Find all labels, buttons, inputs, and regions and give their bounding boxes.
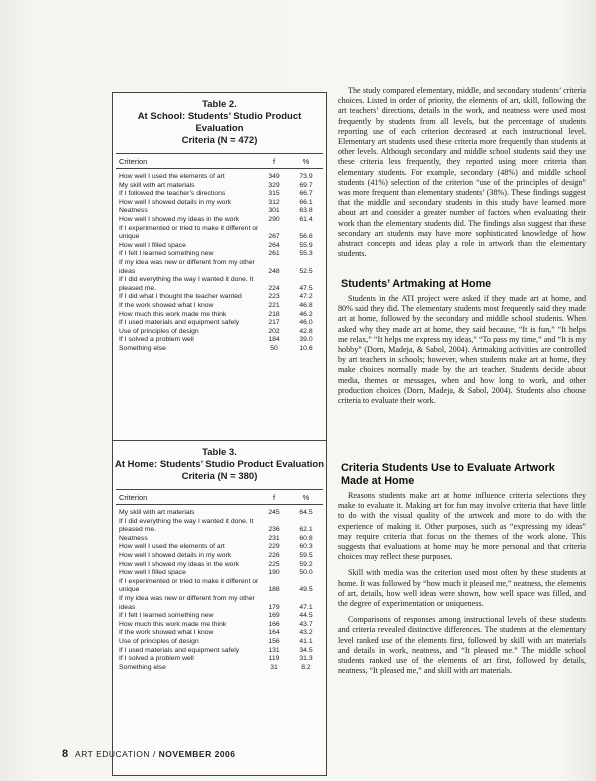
percent-cell: 61.4 [299, 215, 313, 223]
table-3-criteria: Criteria (N = 380) [181, 471, 258, 482]
frequency-cell: 264 [268, 241, 280, 249]
page-number: 8 [62, 748, 69, 760]
table-row [116, 182, 323, 191]
table-row [116, 293, 323, 302]
paragraph-4: Skill with media was the criterion used most often by these students at home. It was followed by “how much it pleased me,” neatness, the elements of art, details, how well ideas were shown, how well space was filled, and the degree of experimentation or uniqueness. [338, 568, 586, 609]
page-footer [62, 748, 236, 760]
table-row [116, 207, 323, 216]
percent-cell: 52.5 [299, 267, 313, 275]
table-row [116, 225, 323, 242]
column-header-percent: % [302, 492, 310, 502]
table-2-body [116, 173, 323, 353]
table-3-number: Table 3. [202, 447, 237, 458]
criterion-cell: If I felt I learned something new [119, 612, 214, 620]
frequency-cell: 229 [268, 543, 280, 551]
frequency-cell: 349 [268, 173, 280, 180]
percent-cell: 59.2 [299, 560, 313, 568]
frequency-cell: 179 [268, 603, 280, 611]
percent-cell: 47.5 [299, 284, 313, 292]
frequency-cell: 190 [268, 569, 280, 577]
table-row [116, 276, 323, 293]
criterion-cell: How well I showed my ideas in the work [119, 560, 240, 568]
frequency-cell: 156 [268, 637, 280, 645]
percent-cell: 46.8 [299, 301, 313, 309]
body-text-block-2 [338, 294, 586, 406]
table-row [116, 518, 323, 535]
criterion-cell: How much this work made me think [119, 310, 227, 318]
criterion-cell: If I felt I learned something new [119, 250, 214, 258]
table-row [116, 578, 323, 595]
criterion-cell: Something else [119, 663, 166, 671]
table-row [116, 250, 323, 259]
criterion-cell: If the work showed what I know [119, 301, 214, 309]
percent-cell: 42.8 [299, 327, 313, 335]
criterion-cell: If the work showed what I know [119, 629, 214, 637]
journal-name: ART EDUCATION / [75, 749, 156, 759]
criterion-cell: If I used materials and equipment safely [119, 319, 240, 327]
table-row [116, 242, 323, 251]
criterion-cell: If I experimented or tried to make it different or unique [119, 577, 259, 594]
percent-cell: 66.1 [299, 198, 313, 206]
frequency-cell: 184 [268, 336, 280, 344]
criterion-cell: My skill with art materials [119, 181, 195, 189]
issue-date: NOVEMBER 2006 [158, 749, 236, 759]
table-row [116, 336, 323, 345]
percent-cell: 64.5 [299, 509, 313, 516]
percent-cell: 41.1 [299, 637, 313, 645]
table-2 [112, 92, 327, 443]
criterion-cell: If my idea was new or different from my other ideas [119, 594, 255, 611]
table-row [116, 259, 323, 276]
table-row [116, 190, 323, 199]
percent-cell: 47.2 [299, 293, 313, 301]
criterion-cell: If I did what I thought the teacher wanted [119, 293, 242, 301]
criterion-cell: If I followed the teacher’s directions [119, 190, 226, 198]
frequency-cell: 131 [268, 646, 280, 654]
criterion-cell: If my idea was new or different from my other ideas [119, 258, 255, 275]
column-header-percent: % [302, 156, 310, 166]
table-2-header [116, 153, 323, 169]
percent-cell: 73.9 [299, 173, 313, 180]
table-3-title [113, 447, 326, 483]
criterion-cell: My skill with art materials [119, 509, 195, 516]
percent-cell: 46.2 [299, 310, 313, 318]
table-row [116, 647, 323, 656]
percent-cell: 50.0 [299, 569, 313, 577]
frequency-cell: 245 [268, 509, 280, 516]
percent-cell: 34.5 [299, 646, 313, 654]
criterion-cell: If I used materials and equipment safely [119, 646, 240, 654]
table-2-title [113, 99, 326, 147]
criterion-cell: How well I filled space [119, 569, 186, 577]
frequency-cell: 169 [268, 612, 280, 620]
table-row [116, 595, 323, 612]
frequency-cell: 236 [268, 526, 280, 534]
body-text-block-1 [338, 86, 586, 259]
table-row [116, 302, 323, 311]
table-row [116, 638, 323, 647]
table-row [116, 535, 323, 544]
table-row [116, 216, 323, 225]
frequency-cell: 301 [268, 207, 280, 215]
percent-cell: 39.0 [299, 336, 313, 344]
criterion-cell: Something else [119, 344, 166, 352]
criterion-cell: How well I filled space [119, 241, 186, 249]
percent-cell: 44.5 [299, 612, 313, 620]
criterion-cell: If I solved a problem well [119, 336, 194, 344]
percent-cell: 60.3 [299, 543, 313, 551]
table-3-caption: At Home: Students’ Studio Product Evaluation [114, 459, 324, 470]
frequency-cell: 261 [268, 250, 280, 258]
paragraph-3: Reasons students make art at home influence criteria selections they make to evaluate it. Making art for fun may involve criteria that have little to do with the visual quality of the artwork and more to do with the experience of making it. Other purposes, such as “expressing my ideas” may require criteria that focus on the themes of the work alone. This suggests that evaluations at home may be more personal and that criteria choices may reflect these purposes. [338, 491, 586, 562]
percent-cell: 55.9 [299, 241, 313, 249]
percent-cell: 49.5 [299, 586, 313, 594]
criterion-cell: If I did everything the way I wanted it done. It pleased me. [119, 276, 254, 292]
table-2-criteria: Criteria (N = 472) [181, 135, 258, 146]
table-row [116, 173, 323, 182]
percent-cell: 8.2 [301, 663, 311, 671]
criterion-cell: How well I showed my ideas in the work [119, 215, 240, 223]
frequency-cell: 217 [268, 319, 280, 327]
paragraph-5: Comparisons of responses among instructional levels of these students and criteria revealed distinctive differences. The students at the elementary level ranked use of the elements first, followed by skill with art materials and details in work, neatness, and “It pleased me.” The middle school students ranked use of the elements of art first, followed by details, neatness, “It pleased me,” and skill with art materials. [338, 615, 586, 676]
heading-criteria-at-home-line-1: Criteria Students Use to Evaluate Artwork [341, 462, 555, 474]
criterion-cell: How much this work made me think [119, 620, 227, 628]
criterion-cell: Use of principles of design [119, 637, 199, 645]
criterion-cell: How well I showed details in my work [119, 551, 232, 559]
percent-cell: 69.7 [299, 181, 313, 189]
table-row [116, 561, 323, 570]
table-row [116, 199, 323, 208]
table-2-caption: At School: Students’ Studio Product Evaluation [137, 111, 302, 134]
percent-cell: 63.8 [299, 207, 313, 215]
percent-cell: 47.1 [299, 603, 313, 611]
percent-cell: 46.0 [299, 319, 313, 327]
criterion-cell: If I did everything the way I wanted it done. It pleased me. [119, 517, 254, 534]
column-header-criterion: Criterion [119, 156, 148, 166]
frequency-cell: 231 [268, 534, 280, 542]
table-row [116, 629, 323, 638]
table-3-body [116, 509, 323, 672]
frequency-cell: 290 [268, 215, 280, 223]
paragraph-2: Students in the ATI project were asked if they made art at home, and 80% said they did. The elementary students most frequently said they made art at home, followed by the secondary and middle school students. When asked why they made art at home, they said because, “It is fun,” “It helps me relax,” “It helps me express my ideas,” “To pass my time,” and “It is my hobby” (Dorn, Madeja, & Sabol, 2004). Artmaking activities are controlled by art teachers in schools; however, when students make art at home, they make choices normally made by the art teacher. Students decide about media, themes or messages, when and how long to work, and other production choices (Dorn, Madeja, & Sabol, 2004). Students also choose criteria to evaluate their work. [338, 294, 586, 406]
table-row [116, 509, 323, 518]
percent-cell: 10.6 [299, 344, 313, 352]
criterion-cell: How well I used the elements of art [119, 543, 225, 551]
percent-cell: 56.6 [299, 233, 313, 241]
table-row [116, 543, 323, 552]
criterion-cell: If I experimented or tried to make it different or unique [119, 224, 259, 241]
column-header-criterion: Criterion [119, 492, 148, 502]
paragraph-1: The study compared elementary, middle, and secondary students’ criteria choices. Listed in order of priority, the elements of art, skill, following the art teachers’ directions, details in the work, and neatness were used most frequently by students from all levels, but the percentage of students reporting use of each criterion decreased at each instructional level. Elementary art students used these criteria more frequently than students at other levels. Although secondary and middle school students said they use these criteria less frequently, they reported using more criteria than elementary students. For example, secondary (48%) and middle school students (41%) selection of the criterion “use of the principles of design” was more frequent than elementary students’ (38%). These findings suggest that the middle and secondary students in this study have learned more about art and consider a greater number of factors when evaluating their work than the elementary students did. The findings also suggest that these secondary art students may have more sophisticated knowledge of how abstract concepts and ideas play a role in artwork than the elementary students. [338, 86, 586, 259]
frequency-cell: 225 [268, 560, 280, 568]
column-header-f: f [272, 492, 276, 502]
table-3 [112, 440, 327, 776]
table-row [116, 328, 323, 337]
heading-criteria-at-home-line-2: Made at Home [341, 475, 415, 487]
table-row [116, 311, 323, 320]
percent-cell: 43.7 [299, 620, 313, 628]
criterion-cell: Neatness [119, 534, 148, 542]
table-row [116, 319, 323, 328]
frequency-cell: 50 [270, 344, 278, 352]
criterion-cell: How well I showed details in my work [119, 198, 232, 206]
frequency-cell: 188 [268, 586, 280, 594]
percent-cell: 55.3 [299, 250, 313, 258]
table-row [116, 612, 323, 621]
frequency-cell: 119 [268, 655, 280, 663]
body-text-block-3 [338, 491, 586, 676]
frequency-cell: 224 [268, 284, 280, 292]
percent-cell: 59.5 [299, 551, 313, 559]
table-row [116, 664, 323, 673]
frequency-cell: 248 [268, 267, 280, 275]
frequency-cell: 329 [268, 181, 280, 189]
frequency-cell: 223 [268, 293, 280, 301]
table-3-header [116, 489, 323, 505]
table-row [116, 655, 323, 664]
heading-artmaking-at-home: Students’ Artmaking at Home [341, 278, 492, 290]
table-row [116, 569, 323, 578]
frequency-cell: 267 [268, 233, 280, 241]
criterion-cell: If I solved a problem well [119, 655, 194, 663]
percent-cell: 62.1 [299, 526, 313, 534]
frequency-cell: 226 [268, 551, 280, 559]
percent-cell: 31.3 [299, 655, 313, 663]
frequency-cell: 312 [268, 198, 280, 206]
frequency-cell: 166 [268, 620, 280, 628]
table-row [116, 345, 323, 354]
table-2-number: Table 2. [202, 99, 237, 110]
frequency-cell: 221 [268, 301, 280, 309]
table-row [116, 552, 323, 561]
percent-cell: 60.8 [299, 534, 313, 542]
criterion-cell: Use of principles of design [119, 327, 199, 335]
column-header-f: f [272, 156, 276, 166]
table-row [116, 621, 323, 630]
frequency-cell: 164 [268, 629, 280, 637]
frequency-cell: 315 [268, 190, 280, 198]
percent-cell: 43.2 [299, 629, 313, 637]
criterion-cell: Neatness [119, 207, 148, 215]
frequency-cell: 31 [270, 663, 278, 671]
frequency-cell: 202 [268, 327, 280, 335]
criterion-cell: How well I used the elements of art [119, 173, 225, 180]
percent-cell: 66.7 [299, 190, 313, 198]
frequency-cell: 218 [268, 310, 280, 318]
